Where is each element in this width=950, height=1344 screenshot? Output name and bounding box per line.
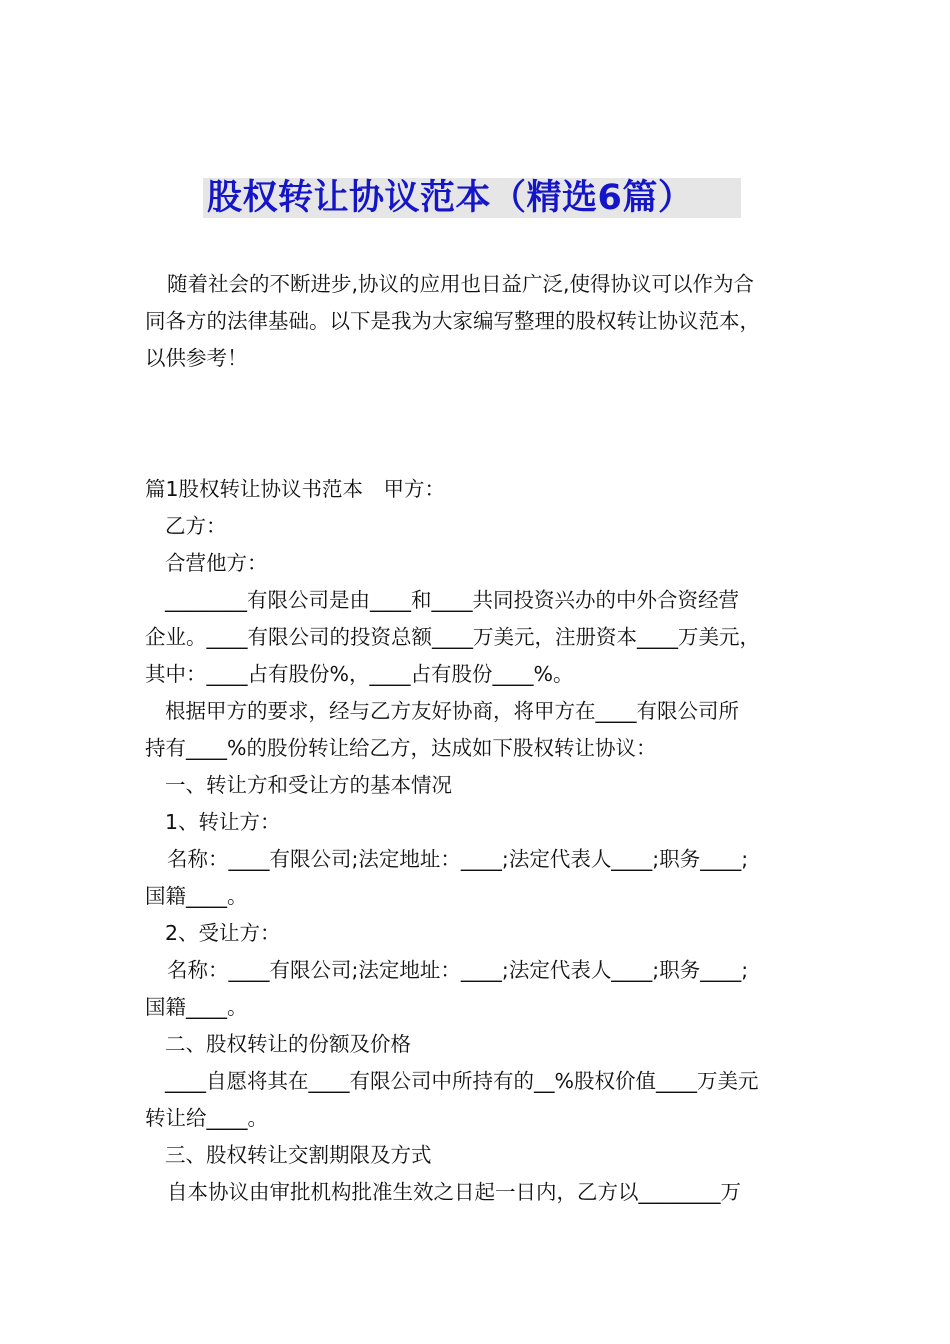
paragraph-line: ________有限公司是由____和____共同投资兴办的中外合资经营 xyxy=(165,588,739,612)
document-title: 股权转让协议范本（精选6篇） xyxy=(207,178,694,218)
paragraph-line: 自本协议由审批机构批准生效之日起一日内，乙方以________万 xyxy=(167,1180,741,1204)
document-body xyxy=(145,266,820,1211)
spacer xyxy=(145,451,820,471)
clause-heading: 一、转让方和受让方的基本情况 xyxy=(165,773,452,797)
intro-line-1: 随着社会的不断进步,协议的应用也日益广泛,使得协议可以作为合 xyxy=(167,272,755,296)
other-party-line: 合营他方： xyxy=(165,551,268,575)
party-b-line: 乙方： xyxy=(165,514,227,538)
sub-heading: 1、转让方： xyxy=(165,810,281,834)
paragraph-line: 国籍____。 xyxy=(145,995,248,1019)
paragraph-line: 名称：____有限公司;法定地址：____;法定代表人____;职务____; xyxy=(167,847,749,871)
sub-heading: 2、受让方： xyxy=(165,921,281,945)
spacer xyxy=(145,377,820,451)
paragraph-line: ____自愿将其在____有限公司中所持有的__%股权价值____万美元 xyxy=(165,1069,759,1093)
paragraph-line: 企业。____有限公司的投资总额____万美元，注册资本____万美元， xyxy=(145,625,760,649)
section-heading-1: 篇1股权转让协议书范本 甲方： xyxy=(145,477,446,501)
paragraph-line: 根据甲方的要求，经与乙方友好协商，将甲方在____有限公司所 xyxy=(165,699,739,723)
paragraph-line: 转让给____。 xyxy=(145,1106,268,1130)
intro-line-3: 以供参考！ xyxy=(145,346,248,370)
intro-line-2: 同各方的法律基础。以下是我为大家编写整理的股权转让协议范本， xyxy=(145,309,760,333)
paragraph-line: 持有____%的股份转让给乙方，达成如下股权转让协议： xyxy=(145,736,657,760)
clause-heading: 三、股权转让交割期限及方式 xyxy=(165,1143,432,1167)
clause-heading: 二、股权转让的份额及价格 xyxy=(165,1032,411,1056)
paragraph-line: 其中：____占有股份%，____占有股份____%。 xyxy=(145,662,574,686)
paragraph-line: 名称：____有限公司;法定地址：____;法定代表人____;职务____; xyxy=(167,958,749,982)
paragraph-line: 国籍____。 xyxy=(145,884,248,908)
